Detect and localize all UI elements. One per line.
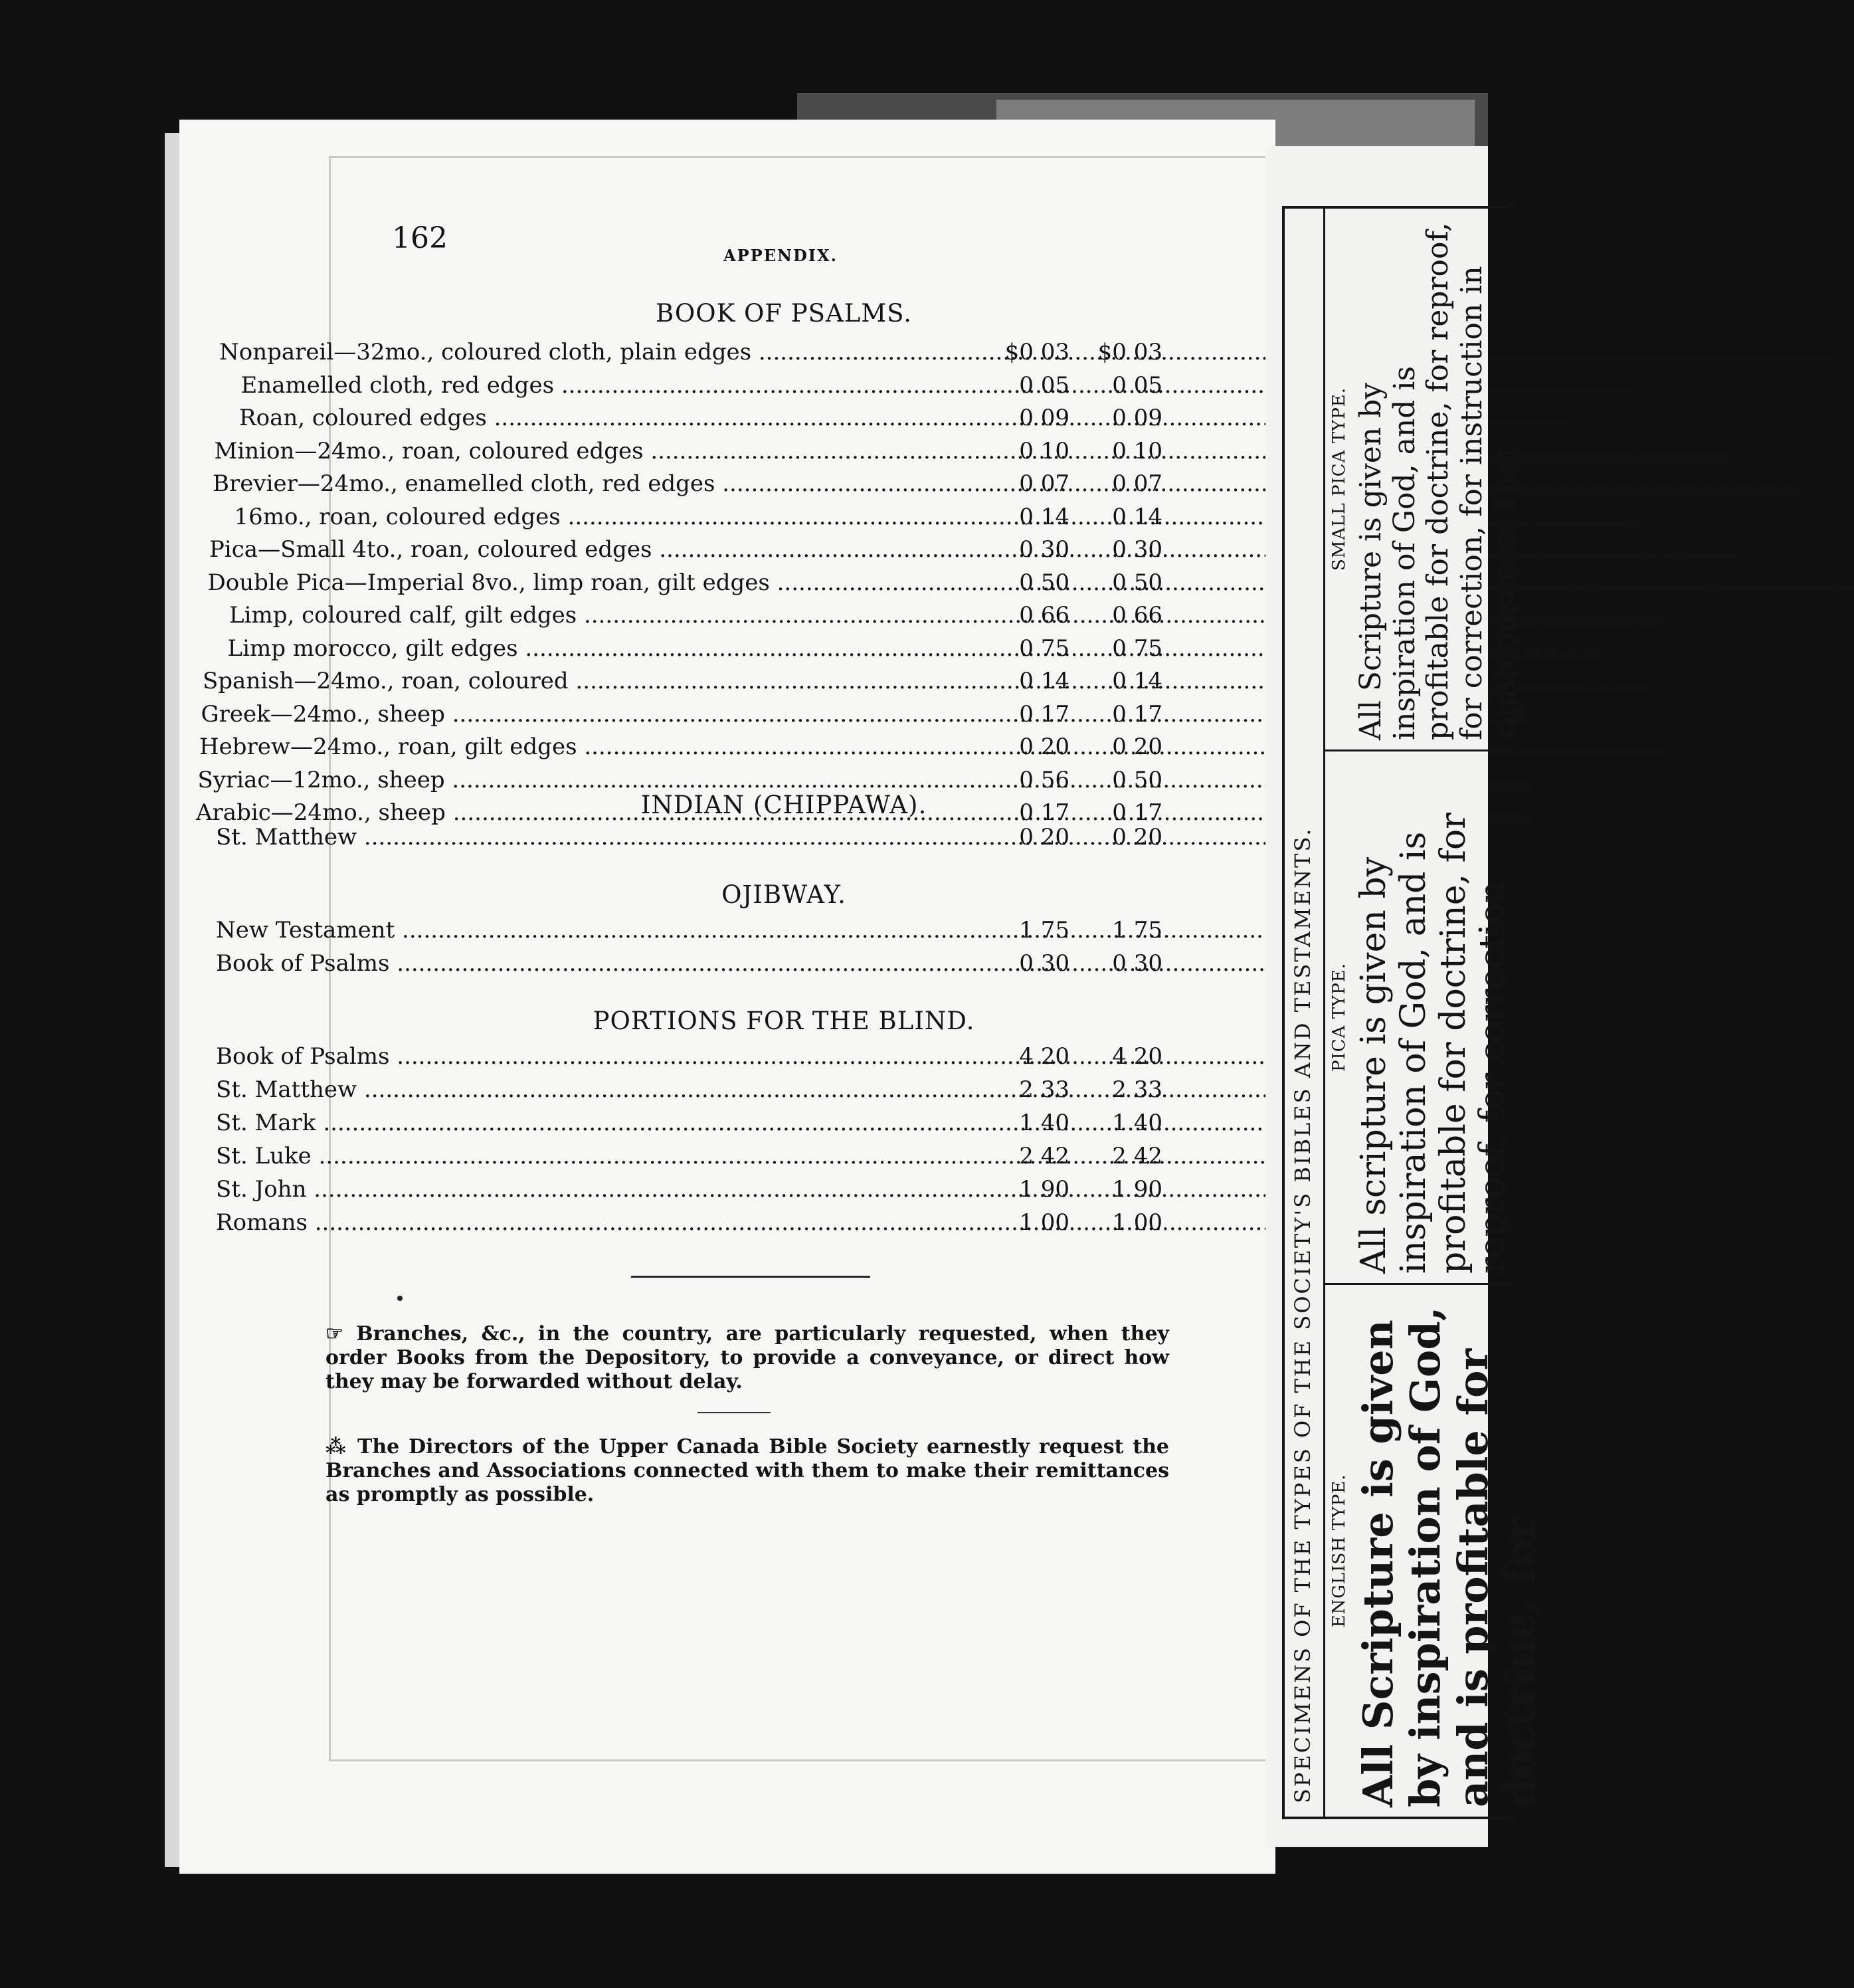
- price-row: [179, 372, 1275, 403]
- price-row: [179, 701, 1275, 732]
- price-col-1: 4 20: [1019, 1043, 1069, 1070]
- price-row: [179, 339, 1275, 369]
- price-row: [179, 470, 1275, 501]
- item-description: St. Matthew .....: [216, 1076, 963, 1107]
- price-col-2: 0 20: [1112, 824, 1162, 850]
- type-specimens-rotated: [1285, 209, 1544, 1817]
- price-col-1: 0 66: [1019, 602, 1069, 629]
- price-row: [179, 1143, 1275, 1173]
- price-col-2: 2 33: [1112, 1076, 1162, 1103]
- price-row: [179, 602, 1275, 633]
- item-description: St. Mark .....: [216, 1110, 963, 1140]
- price-col-2: 0 14: [1112, 668, 1162, 694]
- item-description: St. Matthew .....: [216, 824, 963, 854]
- price-col-1: 0 30: [1019, 536, 1069, 563]
- type-specimens-box: [1282, 206, 1544, 1819]
- price-col-2: 0 30: [1112, 536, 1162, 563]
- price-col-1: 0 75: [1019, 635, 1069, 662]
- price-row: [179, 438, 1275, 468]
- item-description: Brevier—24mo., enamelled cloth, red edges .....: [213, 470, 963, 501]
- item-description: Nonpareil—32mo., coloured cloth, plain edges .....: [219, 339, 963, 369]
- item-description: Spanish—24mo., roan, coloured .....: [203, 668, 963, 698]
- price-row: [179, 1176, 1275, 1207]
- specimen-pica: [1325, 751, 1511, 1283]
- price-col-2: 1 40: [1112, 1110, 1162, 1136]
- specimen-english: [1325, 1285, 1544, 1817]
- price-col-2: 0 17: [1112, 700, 1162, 728]
- specimen-divider-1: [1325, 1283, 1511, 1285]
- price-row: [179, 734, 1275, 764]
- price-row: [179, 569, 1275, 600]
- price-col-2: 0 09: [1112, 405, 1162, 431]
- price-col-2: 0 17: [1112, 799, 1162, 826]
- item-description: Enamelled cloth, red edges .....: [241, 372, 964, 403]
- running-head: APPENDIX.: [723, 246, 838, 265]
- price-col-2: 1 75: [1112, 917, 1162, 944]
- facing-page: [1265, 146, 1544, 1847]
- price-col-1: 0 07: [1019, 470, 1069, 497]
- section-title-ojibway: OJIBWAY.: [721, 880, 846, 909]
- price-col-1: 1 75: [1019, 917, 1069, 944]
- item-description: Limp morocco, gilt edges .....: [228, 635, 964, 666]
- item-description: Hebrew—24mo., roan, gilt edges .....: [199, 734, 963, 764]
- section-title-indian: INDIAN (CHIPPAWA).: [640, 791, 927, 819]
- price-col-2: 0 75: [1112, 635, 1162, 662]
- price-col-2: 0 05: [1112, 371, 1162, 399]
- price-col-2: 1 90: [1112, 1176, 1162, 1203]
- price-row: [179, 1209, 1275, 1240]
- page-number: 162: [392, 221, 448, 255]
- price-row: [179, 635, 1275, 666]
- note-branches: ☞ Branches, &c., in the country, are particularly requested, when they order Books from the Depository, to provide a conveyance, or direct how they may be forwarded without delay.: [325, 1322, 1169, 1393]
- section-title-psalms: BOOK OF PSALMS.: [656, 299, 912, 328]
- item-description: Double Pica—Imperial 8vo., limp roan, gilt edges .....: [208, 569, 964, 600]
- price-row: [179, 668, 1275, 698]
- price-row: [179, 536, 1275, 567]
- price-col-2: 0 20: [1112, 734, 1162, 760]
- item-description: Romans .....: [216, 1209, 963, 1240]
- price-col-2: 2 42: [1112, 1143, 1162, 1169]
- price-col-1: 0 10: [1019, 437, 1069, 464]
- price-col-1: $0 03: [1004, 339, 1069, 365]
- price-row: [179, 950, 1275, 981]
- price-col-1: 0 30: [1019, 950, 1069, 977]
- note-directors: ⁂ The Directors of the Upper Canada Bible Society earnestly request the Branches and Associations connected with them to make their remittances as promptly as possible.: [325, 1435, 1169, 1506]
- stray-dot: [397, 1296, 403, 1301]
- price-col-2: 0 10: [1112, 437, 1162, 464]
- item-description: Pica—Small 4to., roan, coloured edges .....: [209, 536, 963, 567]
- left-page: [179, 120, 1275, 1874]
- price-col-1: 1 00: [1019, 1209, 1069, 1236]
- price-col-1: 0 17: [1019, 700, 1069, 728]
- price-row: [179, 405, 1275, 435]
- price-col-2: 0 50: [1112, 766, 1162, 793]
- item-description: St. John .....: [216, 1176, 963, 1207]
- specimen-pica-label: PICA TYPE.: [1329, 963, 1349, 1072]
- price-row: [179, 1110, 1275, 1140]
- item-description: Arabic—24mo., sheep .....: [196, 799, 963, 830]
- item-description: St. Luke .....: [216, 1143, 963, 1173]
- specimens-header: SPECIMENS OF THE TYPES OF THE SOCIETY'S BIBLES AND TESTAMENTS.: [1290, 827, 1315, 1803]
- price-col-2: 0 50: [1112, 569, 1162, 596]
- price-col-2: $0 03: [1097, 339, 1162, 365]
- section-rule: [631, 1276, 870, 1278]
- price-col-1: 0 56: [1019, 766, 1069, 793]
- item-description: Minion—24mo., roan, coloured edges .....: [215, 438, 964, 468]
- price-col-2: 1 00: [1112, 1209, 1162, 1236]
- price-col-2: 0 14: [1112, 503, 1162, 530]
- specimen-english-label: ENGLISH TYPE.: [1329, 1474, 1349, 1628]
- note-rule: [697, 1412, 771, 1413]
- price-col-1: 0 05: [1019, 371, 1069, 399]
- specimen-small-pica-text: All Scripture is given by inspiration of God, and is profitable for doctrine, for reproof, for correction, for instruction in righteousness: That: [1354, 222, 1523, 740]
- item-description: Limp, coloured calf, gilt edges .....: [229, 602, 963, 633]
- item-description: Syriac—12mo., sheep .....: [198, 767, 964, 797]
- price-col-1: 0 20: [1019, 824, 1069, 850]
- section-title-blind: PORTIONS FOR THE BLIND.: [593, 1007, 975, 1035]
- price-col-2: 0 30: [1112, 950, 1162, 977]
- price-row: [179, 1076, 1275, 1107]
- specimen-pica-text: All scripture is given by inspiration of God, and is profitable for doctrine, for reproof, for correction: [1354, 812, 1513, 1274]
- price-row: [179, 1043, 1275, 1074]
- price-col-1: 2 42: [1019, 1143, 1069, 1169]
- price-col-2: 0 66: [1112, 602, 1162, 629]
- price-col-1: 0 17: [1019, 799, 1069, 826]
- price-col-1: 0 20: [1019, 734, 1069, 760]
- price-row: [179, 504, 1275, 534]
- price-col-1: 1 40: [1019, 1110, 1069, 1136]
- item-description: Greek—24mo., sheep .....: [201, 701, 964, 732]
- price-col-1: 1 90: [1019, 1176, 1069, 1203]
- specimen-english-text: All Scripture is given by inspiration of God, and is profitable for doctrine, for: [1354, 1306, 1544, 1807]
- price-col-1: 0 09: [1019, 405, 1069, 431]
- item-description: New Testament .....: [216, 917, 963, 947]
- price-row: [179, 917, 1275, 947]
- item-description: 16mo., roan, coloured edges .....: [234, 504, 964, 534]
- price-row: [179, 824, 1275, 854]
- price-col-2: 4 20: [1112, 1043, 1162, 1070]
- specimen-small-pica: [1325, 209, 1523, 749]
- specimen-divider-2: [1325, 749, 1511, 751]
- item-description: Book of Psalms .....: [216, 950, 963, 981]
- price-col-1: 2 33: [1019, 1076, 1069, 1103]
- price-col-1: 0 50: [1019, 569, 1069, 596]
- price-col-1: 0 14: [1019, 503, 1069, 530]
- item-description: Book of Psalms .....: [216, 1043, 963, 1074]
- specimen-small-pica-label: SMALL PICA TYPE.: [1329, 387, 1349, 571]
- price-col-1: 0 14: [1019, 668, 1069, 694]
- item-description: Roan, coloured edges .....: [239, 405, 963, 435]
- price-col-2: 0 07: [1112, 470, 1162, 497]
